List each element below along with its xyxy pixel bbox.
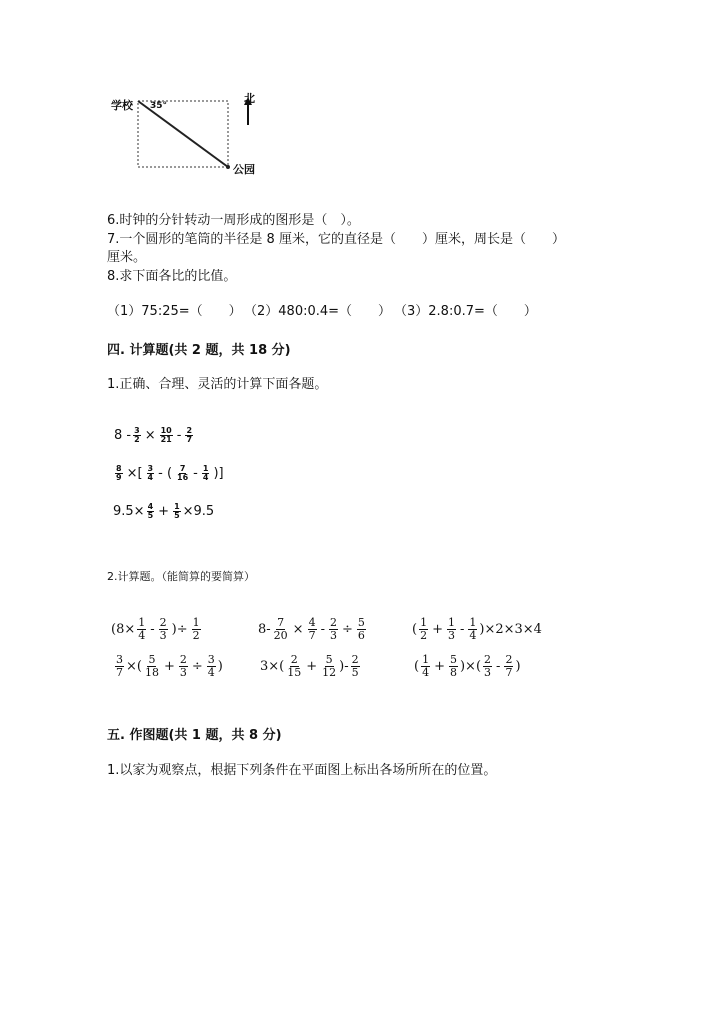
numerator: 7	[277, 616, 285, 629]
numerator: 3	[134, 426, 140, 435]
expr-text: ×(	[126, 658, 142, 674]
operator: )]	[213, 466, 224, 482]
denominator: 5	[147, 511, 154, 521]
numerator: 2	[179, 653, 187, 666]
fraction	[207, 654, 216, 678]
expr-text: 8-	[258, 621, 271, 637]
operator: ÷	[191, 658, 203, 674]
numerator: 1	[422, 653, 430, 666]
fraction	[357, 617, 366, 641]
operator: +	[434, 658, 445, 674]
denominator: 20	[273, 628, 288, 642]
denominator: 7	[186, 435, 193, 445]
denominator: 6	[357, 628, 365, 642]
expr-text: 8 -	[114, 428, 132, 444]
operator: +	[306, 658, 318, 674]
expr-text: )-	[339, 658, 349, 674]
numerator: 2	[484, 653, 492, 666]
fraction	[483, 654, 492, 678]
north-label: 北	[244, 92, 255, 105]
park-point	[226, 165, 230, 169]
numerator: 3	[147, 464, 154, 473]
calc-expression-3	[113, 503, 214, 521]
numerator: 1	[138, 616, 146, 629]
denominator: 5	[351, 665, 359, 679]
ratio-item-2: （2）480:0.4=（ ）	[244, 304, 392, 319]
numerator: 2	[351, 653, 359, 666]
denominator: 16	[177, 473, 189, 483]
fraction	[144, 654, 160, 678]
denominator: 4	[138, 628, 146, 642]
fraction	[321, 654, 337, 678]
operator: -	[320, 621, 325, 637]
fraction	[192, 617, 201, 641]
fraction	[159, 617, 168, 641]
fraction	[449, 654, 458, 678]
operator: +	[432, 621, 443, 637]
numerator: 2	[329, 616, 337, 629]
fraction	[419, 617, 428, 641]
denominator: 7	[308, 628, 316, 642]
expr-text: (	[412, 621, 418, 637]
park-label: 公园	[233, 163, 255, 176]
numerator: 1	[202, 464, 209, 473]
fraction	[286, 654, 302, 678]
fraction	[202, 465, 210, 483]
denominator: 3	[179, 665, 187, 679]
fraction	[115, 654, 124, 678]
expr-text: 9.5×	[113, 504, 145, 520]
fraction	[329, 617, 338, 641]
operator: - (	[158, 466, 173, 482]
question-7-line1: 7.一个圆形的笔筒的半径是 8 厘米，它的直径是（ ）厘米，周长是（ ）	[107, 232, 565, 247]
school-label: 学校	[111, 99, 133, 112]
numerator: 3	[207, 653, 215, 666]
question-7-line2: 厘米。	[107, 250, 147, 265]
fraction	[147, 465, 155, 483]
question-8: 8.求下面各比的比值。	[107, 269, 237, 284]
operator: )÷	[171, 621, 188, 637]
ratio-item-3: （3）2.8:0.7=（ ）	[394, 304, 537, 319]
section-4-title: 四. 计算题(共 2 题，共 18 分)	[107, 343, 291, 358]
numerator: 10	[160, 426, 172, 435]
operator: -	[176, 428, 182, 444]
numerator: 5	[148, 653, 156, 666]
fraction	[504, 654, 513, 678]
section-5-question-1: 1.以家为观察点，根据下列条件在平面图上标出各场所所在的位置。	[107, 763, 497, 778]
numerator: 2	[290, 653, 298, 666]
fraction	[273, 617, 289, 641]
numerator: 8	[116, 464, 122, 473]
fraction	[176, 465, 189, 483]
section-4-question-2: 2.计算题。（能简算的要简算）	[107, 570, 255, 583]
operator: -	[459, 621, 465, 637]
angle-label: 35°	[150, 101, 168, 111]
fraction	[160, 427, 173, 445]
operator: +	[158, 504, 170, 520]
calc2-expression-b2	[260, 654, 362, 678]
operator: -	[150, 621, 155, 637]
operator: ×	[292, 621, 304, 637]
numerator: 4	[147, 502, 154, 511]
denominator: 15	[287, 665, 302, 679]
calc2-expression-a2	[258, 617, 368, 641]
denominator: 4	[202, 473, 209, 483]
denominator: 2	[134, 435, 140, 445]
calc2-expression-a1	[111, 617, 203, 641]
denominator: 4	[469, 628, 477, 642]
numerator: 2	[186, 426, 193, 435]
fraction	[173, 503, 181, 521]
fraction	[137, 617, 146, 641]
expr-text: 3×(	[260, 658, 285, 674]
operator: ×	[144, 428, 156, 444]
operator: ×[	[126, 466, 143, 482]
denominator: 3	[484, 665, 492, 679]
numerator: 4	[308, 616, 316, 629]
operator: -	[193, 466, 198, 482]
denominator: 3	[329, 628, 337, 642]
denominator: 3	[159, 628, 167, 642]
fraction	[147, 503, 155, 521]
denominator: 4	[422, 665, 430, 679]
fraction	[468, 617, 477, 641]
fraction	[351, 654, 360, 678]
numerator: 1	[192, 616, 200, 629]
calc2-expression-b1	[113, 654, 223, 678]
fraction	[115, 465, 123, 483]
numerator: 1	[447, 616, 455, 629]
numerator: 1	[174, 502, 180, 511]
numerator: 5	[325, 653, 333, 666]
calc2-expression-b3	[414, 654, 521, 678]
denominator: 21	[160, 435, 172, 445]
denominator: 7	[116, 665, 123, 679]
fraction	[308, 617, 317, 641]
denominator: 8	[449, 665, 457, 679]
expr-text: )×(	[459, 658, 482, 674]
expr-text: (	[414, 658, 420, 674]
numerator: 5	[357, 616, 365, 629]
denominator: 12	[322, 665, 337, 679]
section-5-title: 五. 作图题(共 1 题，共 8 分)	[107, 728, 282, 743]
calc2-expression-a3	[412, 617, 542, 641]
operator: -	[496, 658, 501, 674]
numerator: 1	[469, 616, 477, 629]
denominator: 4	[147, 473, 154, 483]
expr-text: ×9.5	[182, 504, 215, 520]
section-4-question-1: 1.正确、合理、灵活的计算下面各题。	[107, 377, 328, 392]
numerator: 7	[179, 464, 186, 473]
fraction	[447, 617, 456, 641]
operator: +	[163, 658, 175, 674]
fraction	[421, 654, 430, 678]
numerator: 3	[116, 653, 123, 666]
denominator: 2	[192, 628, 200, 642]
expr-text: )	[217, 658, 223, 674]
denominator: 3	[447, 628, 455, 642]
numerator: 1	[420, 616, 428, 629]
numerator: 5	[449, 653, 457, 666]
denominator: 2	[420, 628, 428, 642]
denominator: 5	[174, 511, 180, 521]
expr-text: )×2×3×4	[479, 621, 542, 637]
numerator: 2	[159, 616, 167, 629]
denominator: 9	[116, 473, 122, 483]
fraction	[179, 654, 188, 678]
calc-expression-2	[113, 465, 226, 483]
denominator: 18	[144, 665, 159, 679]
ratio-item-1: （1）75:25=（ ）	[107, 304, 242, 319]
denominator: 7	[505, 665, 513, 679]
operator: ÷	[341, 621, 353, 637]
fraction	[185, 427, 193, 445]
expr-text: (8×	[111, 621, 136, 637]
calc-expression-1	[114, 427, 195, 445]
fraction	[133, 427, 141, 445]
expr-text: )	[515, 658, 521, 674]
question-6: 6.时钟的分针转动一周形成的图形是（ ）。	[107, 213, 360, 228]
denominator: 4	[207, 665, 215, 679]
numerator: 2	[505, 653, 513, 666]
